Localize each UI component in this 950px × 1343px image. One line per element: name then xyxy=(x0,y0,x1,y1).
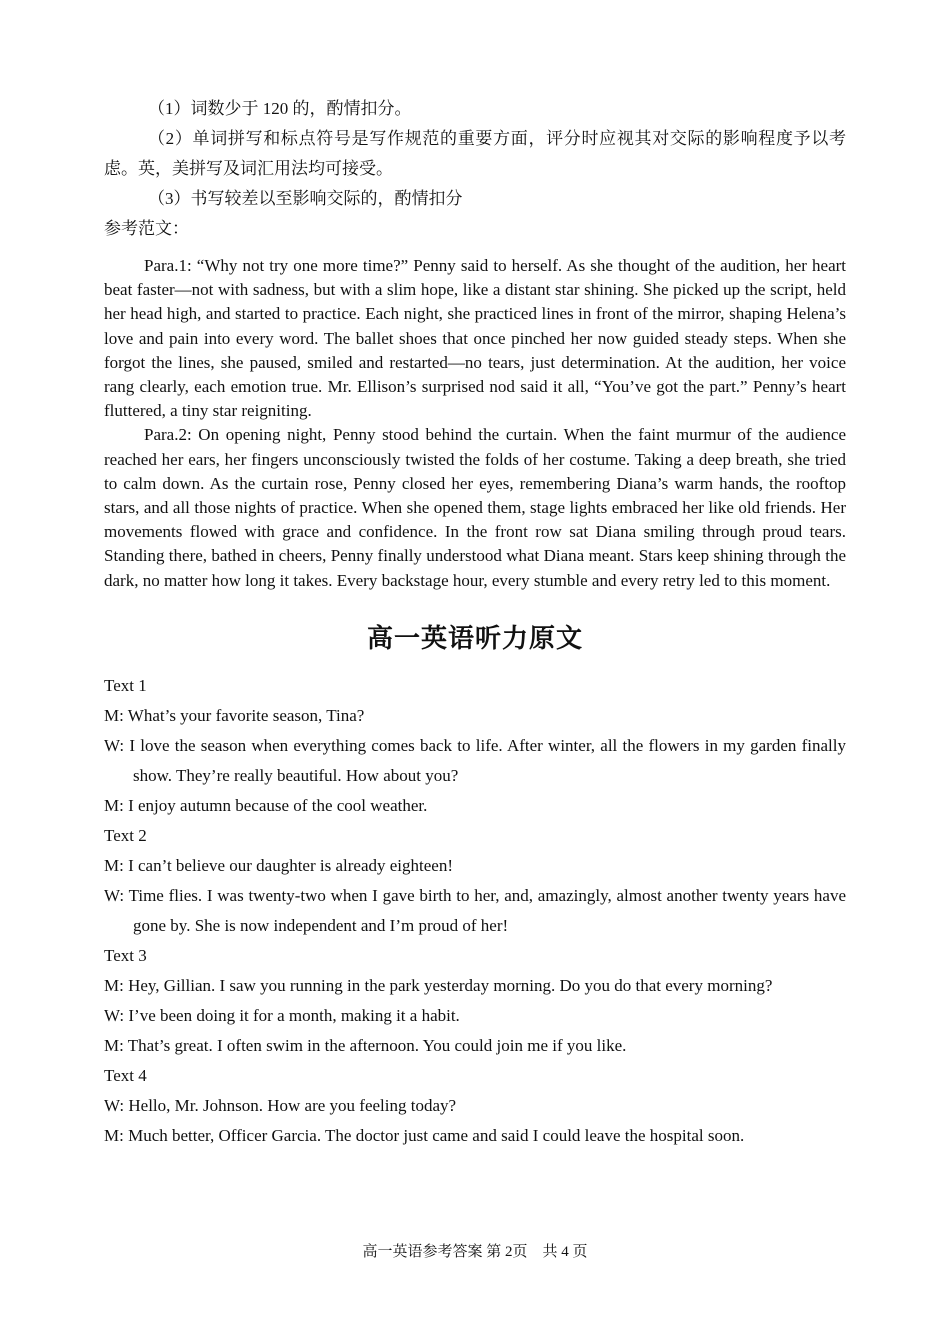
text-heading: Text 4 xyxy=(104,1065,147,1085)
dialogue-line: M: I can’t believe our daughter is already eighteen! xyxy=(104,855,453,875)
section-title: 高一英语听力原文 xyxy=(366,623,583,654)
dialogue-line: M: I enjoy autumn because of the cool weather. xyxy=(104,795,428,815)
dialogue-line: W: I love the season when everything comes back to life. After winter, all the flowers in my garden finally show. They’re really beautiful. How about you? xyxy=(104,735,846,785)
text-heading: Text 1 xyxy=(104,675,147,695)
sample-essay-label: 参考范文： xyxy=(104,219,189,238)
scoring-rule-2: （2）单词拼写和标点符号是写作规范的重要方面，评分时应视其对交际的影响程度予以考虑。英，美拼写及词汇用法均可接受。 xyxy=(104,129,846,178)
essay-paragraph-1: Para.1: “Why not try one more time?” Penny said to herself. As she thought of the audition, her heart beat faster—not with sadness, but with a slim hope, like a distant star shining. She picked up the script, held her head high, and started to practice. Each night, she practiced lines in front of the mirror, shaping Helena’s love and pain into every word. The ballet shoes that once pinched her now guided steady steps. When she forgot the lines, she paused, smiled and restarted—no tears, just determination. At the audition, her voice rang clearly, each emotion true. Mr. Ellison’s surprised nod said it all, “You’ve got the part.” Penny’s heart fluttered, a tiny star reigniting. xyxy=(104,256,846,421)
document-page xyxy=(104,94,846,1151)
text-heading: Text 3 xyxy=(104,945,147,965)
dialogue-line: M: What’s your favorite season, Tina? xyxy=(104,705,365,725)
dialogue-line: M: Hey, Gillian. I saw you running in the park yesterday morning. Do you do that every morning? xyxy=(104,975,773,995)
dialogue-line: W: I’ve been doing it for a month, making it a habit. xyxy=(104,1005,460,1025)
dialogue-line: W: Time flies. I was twenty-two when I gave birth to her, and, amazingly, almost another twenty years have gone by. She is now independent and I’m proud of her! xyxy=(104,885,846,935)
listening-transcript xyxy=(104,671,846,1151)
page-footer: 高一英语参考答案 第 2页 共 4 页 xyxy=(362,1244,588,1260)
scoring-rule-1: （1）词数少于 120 的，酌情扣分。 xyxy=(148,99,412,118)
dialogue-line: W: Hello, Mr. Johnson. How are you feeling today? xyxy=(104,1095,457,1115)
scoring-rule-3: （3）书写较差以至影响交际的，酌情扣分 xyxy=(148,189,463,208)
essay-paragraph-2: Para.2: On opening night, Penny stood behind the curtain. When the faint murmur of the audience reached her ears, her fingers unconsciously twisted the folds of her costume. Taking a deep breath, she tried to calm down. As the curtain rose, Penny closed her eyes, remembering Diana’s warm hands, the rooftop stars, and all those nights of practice. When she opened them, stage lights embraced her like old friends. Her movements flowed with grace and confidence. In the front row sat Diana smiling through proud tears. Standing there, bathed in cheers, Penny finally understood what Diana meant. Stars keep shining through the dark, no matter how long it takes. Every backstage hour, every stumble and every retry led to this moment. xyxy=(104,425,846,590)
text-heading: Text 2 xyxy=(104,825,147,845)
dialogue-line: M: Much better, Officer Garcia. The doctor just came and said I could leave the hospital soon. xyxy=(104,1125,745,1145)
dialogue-line: M: That’s great. I often swim in the afternoon. You could join me if you like. xyxy=(104,1035,627,1055)
sample-essay xyxy=(104,254,846,593)
